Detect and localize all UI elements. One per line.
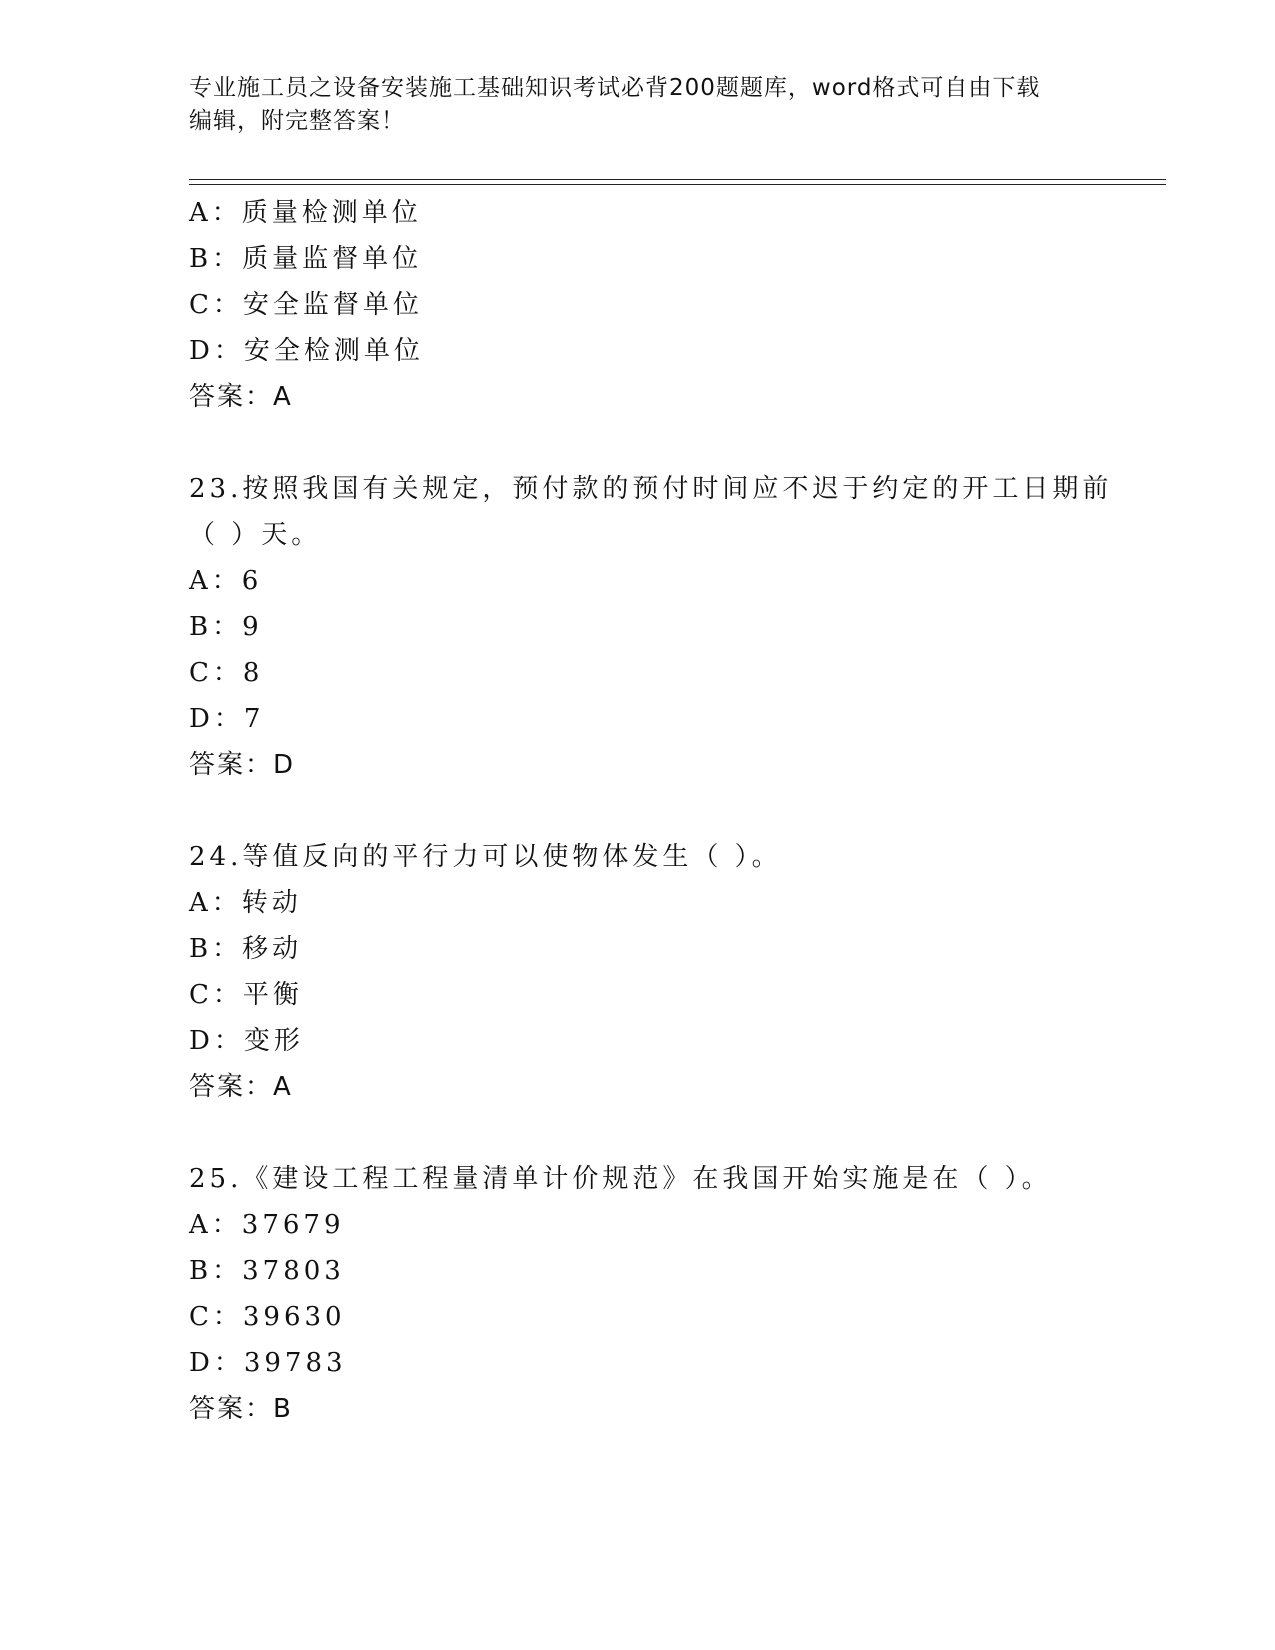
option-d: D：变形 [189, 1026, 304, 1056]
option-c: C：39630 [189, 1302, 346, 1332]
option-d: D：39783 [189, 1348, 347, 1378]
question-list [189, 190, 1113, 1432]
option-c: C：平衡 [189, 980, 303, 1010]
question-23-block [189, 466, 1113, 788]
option-b: B：37803 [189, 1256, 345, 1286]
answer-line: 答案：D [189, 750, 296, 780]
spacer [189, 1110, 1109, 1156]
header-divider-top [189, 179, 1166, 180]
option-b: B：质量监督单位 [189, 244, 423, 274]
question-stem: 24.等值反向的平行力可以使物体发生（ ）。 [189, 842, 782, 872]
document-header [189, 72, 1089, 138]
option-d: D：7 [189, 704, 265, 734]
option-c: C：安全监督单位 [189, 290, 423, 320]
option-a: A：37679 [189, 1210, 345, 1240]
spacer [189, 788, 1109, 834]
question-stem: 23.按照我国有关规定，预付款的预付时间应不迟于约定的开工日期前 [189, 474, 1113, 504]
option-c: C：8 [189, 658, 264, 688]
option-a: A：转动 [189, 888, 302, 918]
option-b: B：移动 [189, 934, 303, 964]
option-a: A：质量检测单位 [189, 198, 422, 228]
spacer [189, 420, 1109, 466]
option-b: B：9 [189, 612, 263, 642]
header-line-1: 专业施工员之设备安装施工基础知识考试必背200题题库，word格式可自由下载 [189, 75, 1041, 101]
question-25-block [189, 1156, 1109, 1432]
option-d: D：安全检测单位 [189, 336, 424, 366]
answer-line: 答案：A [189, 1072, 293, 1102]
question-24-block [189, 834, 1109, 1110]
answer-line: 答案：A [189, 382, 293, 412]
header-line-2: 编辑，附完整答案！ [189, 108, 405, 134]
question-stem: 25.《建设工程工程量清单计价规范》在我国开始实施是在（ ）。 [189, 1164, 1052, 1194]
option-a: A：6 [189, 566, 263, 596]
question-22-block [189, 190, 1109, 420]
question-stem-continued: （ ）天。 [189, 520, 322, 550]
answer-line: 答案：B [189, 1394, 293, 1424]
header-divider-bottom [189, 184, 1166, 185]
